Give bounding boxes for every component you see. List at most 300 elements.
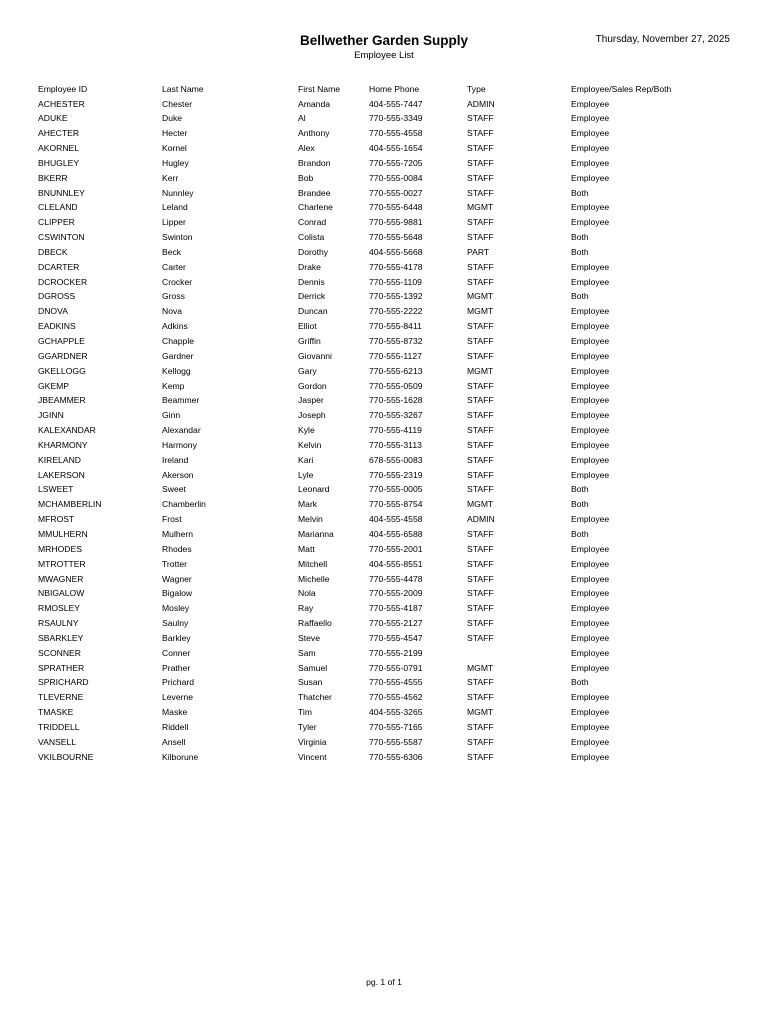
type-cell: MGMT [467, 202, 494, 213]
last-name-cell: Frost [162, 514, 182, 525]
employee-id-cell: KIRELAND [38, 454, 81, 465]
type-cell: STAFF [467, 721, 494, 732]
company-name: Bellwether Garden Supply [299, 33, 469, 48]
last-name-cell: Conner [162, 647, 191, 658]
first-name-cell: Brandon [298, 157, 331, 168]
home-phone-cell: 770-555-2127 [369, 618, 423, 629]
first-name-cell: Dorothy [298, 246, 329, 257]
home-phone-cell: 770-555-8411 [369, 321, 422, 332]
type-cell: STAFF [467, 410, 494, 421]
employee-id-cell: JGINN [38, 410, 64, 421]
last-name-cell: Gross [162, 291, 185, 302]
report-date: Thursday, November 27, 2025 [595, 34, 730, 45]
last-name-cell: Beck [162, 246, 182, 257]
header-role: Employee/Sales Rep/Both [571, 84, 672, 94]
employee-id-cell: SCONNER [38, 647, 81, 658]
home-phone-cell: 770-555-8732 [369, 336, 423, 346]
home-phone-cell: 770-555-4562 [369, 692, 423, 703]
role-cell: Both [571, 677, 589, 688]
last-name-cell: Lipper [162, 217, 186, 228]
employee-id-cell: RMOSLEY [38, 603, 81, 614]
type-cell: STAFF [467, 677, 494, 688]
last-name-cell: Trotter [162, 558, 187, 569]
last-name-cell: Duke [162, 113, 183, 124]
type-cell: STAFF [467, 469, 494, 480]
last-name-cell: Kemp [162, 380, 185, 391]
role-cell: Employee [571, 157, 610, 168]
employee-id-cell: NBIGALOW [38, 588, 85, 599]
home-phone-cell: 770-555-0084 [369, 172, 423, 183]
type-cell: STAFF [467, 543, 494, 554]
role-cell: Both [571, 528, 589, 539]
role-cell: Employee [571, 469, 610, 480]
first-name-cell: Mark [298, 499, 318, 510]
home-phone-cell: 770-555-2199 [369, 647, 423, 658]
home-phone-cell: 404-555-4558 [369, 514, 423, 525]
table-row [38, 482, 738, 497]
header-home-phone: Home Phone [369, 84, 420, 94]
role-cell: Employee [571, 380, 610, 391]
employee-table [38, 82, 738, 764]
last-name-cell: Chamberlin [162, 499, 206, 510]
employee-id-cell: GKEMP [38, 380, 70, 391]
role-cell: Employee [571, 350, 610, 361]
employee-id-cell: MFROST [38, 514, 75, 525]
type-cell: STAFF [467, 395, 494, 406]
table-row [38, 245, 738, 260]
table-row [38, 260, 738, 275]
home-phone-cell: 770-555-2009 [369, 588, 423, 599]
first-name-cell: Conrad [298, 217, 327, 228]
first-name-cell: Colista [298, 232, 325, 243]
table-row [38, 304, 738, 319]
last-name-cell: Bigalow [162, 588, 193, 599]
last-name-cell: Gardner [162, 350, 194, 361]
role-cell: Employee [571, 425, 610, 436]
last-name-cell: Kornel [162, 143, 187, 154]
home-phone-cell: 770-555-5587 [369, 736, 423, 747]
employee-id-cell: DNOVA [38, 306, 68, 317]
table-row [38, 557, 738, 572]
last-name-cell: Ginn [162, 410, 181, 421]
table-row [38, 215, 738, 230]
table-row [38, 364, 738, 379]
employee-id-cell: MRHODES [38, 543, 82, 554]
home-phone-cell: 770-555-0005 [369, 484, 423, 495]
table-row [38, 349, 738, 364]
table-row [38, 468, 738, 483]
home-phone-cell: 770-555-4187 [369, 603, 423, 614]
table-row [38, 690, 738, 705]
table-row [38, 735, 738, 750]
table-body [38, 97, 738, 765]
table-row [38, 512, 738, 527]
employee-id-cell: DGROSS [38, 291, 76, 302]
type-cell: STAFF [467, 128, 494, 139]
table-row [38, 275, 738, 290]
first-name-cell: Tim [298, 707, 312, 718]
table-row [38, 586, 738, 601]
type-cell: STAFF [467, 751, 494, 762]
type-cell: MGMT [467, 499, 494, 510]
type-cell: STAFF [467, 632, 494, 643]
table-row [38, 631, 738, 646]
type-cell: STAFF [467, 454, 494, 465]
table-row [38, 230, 738, 245]
table-row [38, 572, 738, 587]
first-name-cell: Brandee [298, 187, 331, 198]
employee-id-cell: MWAGNER [38, 573, 84, 584]
role-cell: Employee [571, 707, 610, 718]
last-name-cell: Prather [162, 662, 191, 673]
type-cell: MGMT [467, 291, 494, 302]
home-phone-cell: 770-555-1109 [369, 276, 422, 287]
home-phone-cell: 770-555-1628 [369, 395, 423, 406]
employee-id-cell: TLEVERNE [38, 692, 84, 703]
role-cell: Employee [571, 647, 610, 658]
type-cell: STAFF [467, 573, 494, 584]
first-name-cell: Vincent [298, 751, 327, 762]
home-phone-cell: 770-555-7165 [369, 721, 423, 732]
first-name-cell: Alex [298, 143, 315, 154]
home-phone-cell: 770-555-9881 [369, 217, 423, 228]
first-name-cell: Kyle [298, 425, 315, 436]
table-row [38, 646, 738, 661]
home-phone-cell: 770-555-6306 [369, 751, 423, 762]
employee-id-cell: GCHAPPLE [38, 336, 85, 346]
last-name-cell: Harmony [162, 439, 197, 450]
first-name-cell: Susan [298, 677, 323, 688]
first-name-cell: Drake [298, 261, 321, 272]
employee-id-cell: ACHESTER [38, 98, 85, 109]
employee-id-cell: ADUKE [38, 113, 68, 124]
first-name-cell: Raffaello [298, 618, 332, 629]
table-row [38, 171, 738, 186]
first-name-cell: Griffin [298, 336, 321, 346]
first-name-cell: Marianna [298, 528, 334, 539]
last-name-cell: Carter [162, 261, 186, 272]
role-cell: Employee [571, 336, 610, 346]
last-name-cell: Rhodes [162, 543, 192, 554]
first-name-cell: Tyler [298, 721, 317, 732]
last-name-cell: Kerr [162, 172, 179, 183]
home-phone-cell: 770-555-7205 [369, 157, 423, 168]
table-row [38, 423, 738, 438]
employee-id-cell: CLIPPER [38, 217, 75, 228]
last-name-cell: Mulhern [162, 528, 194, 539]
home-phone-cell: 770-555-4547 [369, 632, 423, 643]
home-phone-cell: 678-555-0083 [369, 454, 423, 465]
header-first-name: First Name [298, 84, 341, 94]
home-phone-cell: 770-555-1127 [369, 350, 422, 361]
role-cell: Employee [571, 736, 610, 747]
home-phone-cell: 404-555-8551 [369, 558, 423, 569]
table-row [38, 111, 738, 126]
home-phone-cell: 770-555-0027 [369, 187, 423, 198]
type-cell: STAFF [467, 187, 494, 198]
type-cell: MGMT [467, 662, 494, 673]
table-row [38, 186, 738, 201]
home-phone-cell: 404-555-3265 [369, 707, 423, 718]
first-name-cell: Duncan [298, 306, 328, 317]
first-name-cell: Anthony [298, 128, 330, 139]
last-name-cell: Chapple [162, 336, 195, 346]
last-name-cell: Swinton [162, 232, 193, 243]
employee-id-cell: GKELLOGG [38, 365, 86, 376]
role-cell: Employee [571, 410, 610, 421]
role-cell: Employee [571, 543, 610, 554]
home-phone-cell: 770-555-2319 [369, 469, 423, 480]
home-phone-cell: 770-555-8754 [369, 499, 423, 510]
table-row [38, 379, 738, 394]
role-cell: Employee [571, 618, 610, 629]
type-cell: MGMT [467, 365, 494, 376]
role-cell: Employee [571, 721, 610, 732]
role-cell: Employee [571, 603, 610, 614]
type-cell: STAFF [467, 380, 494, 391]
employee-id-cell: TMASKE [38, 707, 74, 718]
employee-id-cell: VANSELL [38, 736, 77, 747]
role-cell: Employee [571, 588, 610, 599]
employee-id-cell: BNUNNLEY [38, 187, 85, 198]
table-row [38, 601, 738, 616]
last-name-cell: Nunnley [162, 187, 194, 198]
home-phone-cell: 770-555-6448 [369, 202, 423, 213]
type-cell: STAFF [467, 157, 494, 168]
home-phone-cell: 770-555-5648 [369, 232, 423, 243]
employee-id-cell: VKILBOURNE [38, 751, 94, 762]
employee-id-cell: RSAULNY [38, 618, 79, 629]
last-name-cell: Alexandar [162, 425, 201, 436]
first-name-cell: Kari [298, 454, 314, 465]
type-cell: STAFF [467, 484, 494, 495]
first-name-cell: Leonard [298, 484, 330, 495]
role-cell: Employee [571, 306, 610, 317]
header-employee-id: Employee ID [38, 84, 88, 94]
role-cell: Employee [571, 662, 610, 673]
type-cell: STAFF [467, 261, 494, 272]
first-name-cell: Amanda [298, 98, 331, 109]
role-cell: Both [571, 246, 589, 257]
table-row [38, 675, 738, 690]
last-name-cell: Wagner [162, 573, 192, 584]
type-cell: MGMT [467, 306, 494, 317]
table-row [38, 319, 738, 334]
employee-id-cell: KALEXANDAR [38, 425, 96, 436]
first-name-cell: Lyle [298, 469, 314, 480]
table-row [38, 616, 738, 631]
last-name-cell: Riddell [162, 721, 189, 732]
home-phone-cell: 770-555-0509 [369, 380, 423, 391]
role-cell: Employee [571, 395, 610, 406]
employee-id-cell: MCHAMBERLIN [38, 499, 102, 510]
employee-id-cell: JBEAMMER [38, 395, 86, 406]
role-cell: Employee [571, 573, 610, 584]
table-row [38, 200, 738, 215]
table-row [38, 497, 738, 512]
role-cell: Employee [571, 558, 610, 569]
table-row [38, 156, 738, 171]
table-row [38, 393, 738, 408]
role-cell: Employee [571, 113, 610, 124]
last-name-cell: Nova [162, 306, 183, 317]
first-name-cell: Derrick [298, 291, 326, 302]
last-name-cell: Mosley [162, 603, 190, 614]
type-cell: STAFF [467, 172, 494, 183]
employee-id-cell: DCROCKER [38, 276, 88, 287]
first-name-cell: Bob [298, 172, 314, 183]
home-phone-cell: 770-555-3267 [369, 410, 423, 421]
type-cell: STAFF [467, 528, 494, 539]
type-cell: STAFF [467, 618, 494, 629]
home-phone-cell: 404-555-1654 [369, 143, 423, 154]
home-phone-cell: 770-555-2222 [369, 306, 423, 317]
first-name-cell: Charlene [298, 202, 333, 213]
first-name-cell: Nola [298, 588, 316, 599]
employee-id-cell: MMULHERN [38, 528, 88, 539]
first-name-cell: Joseph [298, 410, 326, 421]
type-cell: STAFF [467, 336, 494, 346]
employee-id-cell: KHARMONY [38, 439, 88, 450]
role-cell: Employee [571, 98, 610, 109]
first-name-cell: Jasper [298, 395, 324, 406]
employee-id-cell: BHUGLEY [38, 157, 80, 168]
table-row [38, 289, 738, 304]
first-name-cell: Elliot [298, 321, 317, 332]
type-cell: MGMT [467, 707, 494, 718]
home-phone-cell: 770-555-4558 [369, 128, 423, 139]
last-name-cell: Leverne [162, 692, 194, 703]
table-header [38, 82, 738, 97]
first-name-cell: Mitchell [298, 558, 328, 569]
last-name-cell: Crocker [162, 276, 193, 287]
last-name-cell: Kilborune [162, 751, 199, 762]
role-cell: Employee [571, 454, 610, 465]
employee-id-cell: LAKERSON [38, 469, 85, 480]
table-row [38, 408, 738, 423]
last-name-cell: Akerson [162, 469, 194, 480]
header-type: Type [467, 84, 486, 94]
role-cell: Both [571, 291, 589, 302]
role-cell: Both [571, 484, 589, 495]
type-cell: STAFF [467, 692, 494, 703]
employee-id-cell: CLELAND [38, 202, 78, 213]
first-name-cell: Giovanni [298, 350, 332, 361]
home-phone-cell: 404-555-6588 [369, 528, 423, 539]
type-cell: STAFF [467, 143, 494, 154]
type-cell: STAFF [467, 113, 494, 124]
home-phone-cell: 770-555-6213 [369, 365, 423, 376]
employee-id-cell: DCARTER [38, 261, 80, 272]
role-cell: Employee [571, 751, 610, 762]
first-name-cell: Steve [298, 632, 320, 643]
last-name-cell: Ansell [162, 736, 186, 747]
role-cell: Employee [571, 632, 610, 643]
last-name-cell: Hugley [162, 157, 189, 168]
last-name-cell: Adkins [162, 321, 188, 332]
home-phone-cell: 770-555-4478 [369, 573, 423, 584]
role-cell: Employee [571, 172, 610, 183]
first-name-cell: Dennis [298, 276, 325, 287]
employee-id-cell: LSWEET [38, 484, 74, 495]
role-cell: Employee [571, 321, 610, 332]
first-name-cell: Gordon [298, 380, 327, 391]
first-name-cell: Gary [298, 365, 317, 376]
first-name-cell: Matt [298, 543, 315, 554]
table-row [38, 705, 738, 720]
employee-id-cell: MTROTTER [38, 558, 86, 569]
first-name-cell: Michelle [298, 573, 330, 584]
type-cell: ADMIN [467, 98, 495, 109]
home-phone-cell: 770-555-4555 [369, 677, 423, 688]
table-row [38, 453, 738, 468]
home-phone-cell: 770-555-3349 [369, 113, 423, 124]
last-name-cell: Barkley [162, 632, 191, 643]
type-cell: STAFF [467, 558, 494, 569]
table-row [38, 527, 738, 542]
last-name-cell: Leland [162, 202, 188, 213]
table-row [38, 141, 738, 156]
first-name-cell: Al [298, 113, 306, 124]
last-name-cell: Sweet [162, 484, 186, 495]
role-cell: Employee [571, 439, 610, 450]
first-name-cell: Melvin [298, 514, 323, 525]
role-cell: Employee [571, 143, 610, 154]
last-name-cell: Chester [162, 98, 193, 109]
role-cell: Employee [571, 217, 610, 228]
employee-id-cell: SPRATHER [38, 662, 85, 673]
type-cell: ADMIN [467, 514, 495, 525]
role-cell: Employee [571, 514, 610, 525]
type-cell: STAFF [467, 736, 494, 747]
first-name-cell: Sam [298, 647, 316, 658]
type-cell: STAFF [467, 321, 494, 332]
role-cell: Employee [571, 365, 610, 376]
table-row [38, 97, 738, 112]
employee-id-cell: AKORNEL [38, 143, 80, 154]
type-cell: STAFF [467, 425, 494, 436]
last-name-cell: Maske [162, 707, 188, 718]
table-row [38, 750, 738, 765]
first-name-cell: Kelvin [298, 439, 322, 450]
employee-id-cell: GGARDNER [38, 350, 88, 361]
first-name-cell: Samuel [298, 662, 328, 673]
last-name-cell: Saulny [162, 618, 189, 629]
type-cell: STAFF [467, 588, 494, 599]
role-cell: Employee [571, 202, 610, 213]
table-row [38, 334, 738, 349]
type-cell: STAFF [467, 232, 494, 243]
type-cell: STAFF [467, 603, 494, 614]
header-last-name: Last Name [162, 84, 204, 94]
first-name-cell: Thatcher [298, 692, 332, 703]
home-phone-cell: 770-555-2001 [369, 543, 423, 554]
page-number: pg. 1 of 1 [366, 977, 402, 987]
table-row [38, 126, 738, 141]
last-name-cell: Ireland [162, 454, 189, 465]
employee-id-cell: DBECK [38, 246, 68, 257]
home-phone-cell: 770-555-0791 [369, 662, 423, 673]
first-name-cell: Ray [298, 603, 314, 614]
type-cell: STAFF [467, 217, 494, 228]
home-phone-cell: 770-555-1392 [369, 291, 423, 302]
role-cell: Both [571, 187, 589, 198]
home-phone-cell: 770-555-4178 [369, 261, 423, 272]
home-phone-cell: 404-555-5668 [369, 246, 423, 257]
table-row [38, 661, 738, 676]
employee-id-cell: AHECTER [38, 128, 80, 139]
employee-id-cell: SBARKLEY [38, 632, 84, 643]
